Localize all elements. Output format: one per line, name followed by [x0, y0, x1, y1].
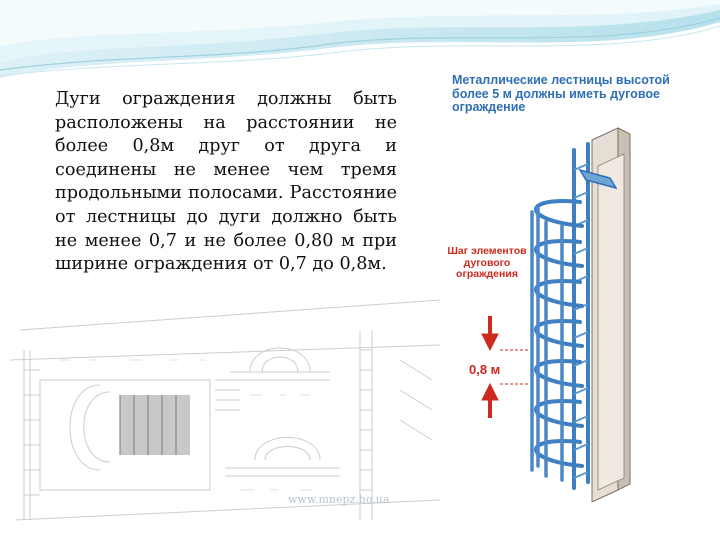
dimension-label: 0,8 м [469, 362, 501, 377]
body-text: Дуги ограждения должны быть расположены на расстоянии не более 0,8м друг от друга и соединены не менее чем тремя продольными полосами. Расстояние от лестницы до дуги должно быть не менее 0,7 и не более 0,80 м при ширине ограждения от 0,7 до 0,8м. [55, 89, 397, 275]
step-label: Шаг элементов дугового ограждения [447, 245, 527, 280]
ladder-figure [442, 70, 670, 502]
ladder-cage-drawing [442, 70, 670, 502]
blueprint-drawing [10, 300, 440, 520]
header-wave [0, 0, 720, 78]
figure-caption: Металлические лестницы высотой более 5 м должны иметь дуговое ограждение [452, 73, 670, 115]
watermark: www.mnepz.ho.ua [288, 493, 390, 506]
